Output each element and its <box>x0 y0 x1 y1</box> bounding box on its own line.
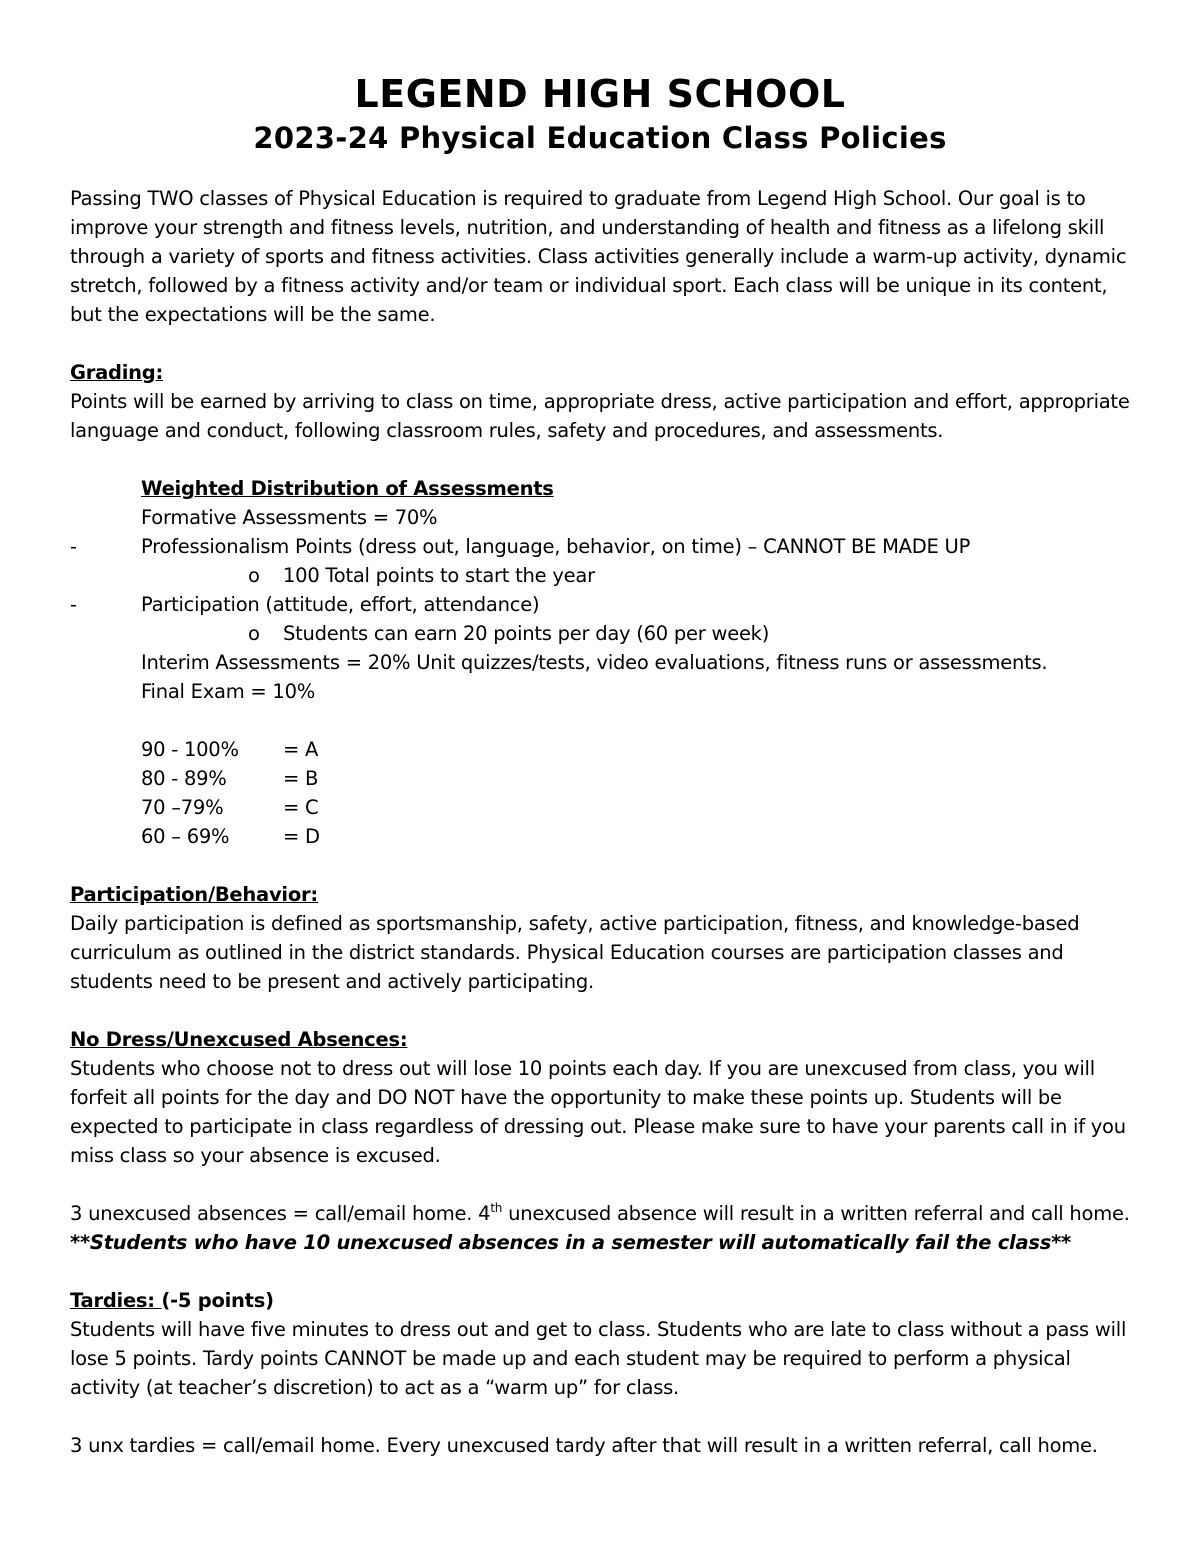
circle-bullet-icon: o <box>248 564 260 587</box>
grade-row <box>70 735 1130 764</box>
no-dress-section <box>70 1025 1130 1054</box>
grade-row <box>70 793 1130 822</box>
participation-sub-text: Students can earn 20 points per day (60 per week) <box>283 622 770 645</box>
grade-row <box>70 822 1130 851</box>
absence-policy-line <box>70 1199 1130 1228</box>
school-name: LEGEND HIGH SCHOOL <box>354 72 846 116</box>
document-title: 2023-24 Physical Education Class Policies <box>253 121 947 155</box>
grade-scale <box>70 735 1130 851</box>
grade-range: 90 - 100% <box>141 738 239 761</box>
participation-subitem <box>70 619 1130 648</box>
participation-item <box>70 590 1130 619</box>
tardy-policy-line: 3 unx tardies = call/email home. Every unexcused tardy after that will result in a written referral, call home. <box>70 1434 1098 1457</box>
professionalism-item <box>70 532 1130 561</box>
interim-line: Interim Assessments = 20% Unit quizzes/tests, video evaluations, fitness runs or assessments. <box>141 651 1048 674</box>
no-dress-text: Students who choose not to dress out will lose 10 points each day. If you are unexcused from class, you will forfeit all points for the day and DO NOT have the opportunity to make these points up. Students will be expected to participate in class regardless of dressing out. Please make sure to have your parents call in if you miss class so your absence is excused. <box>70 1057 1126 1167</box>
no-dress-heading: No Dress/Unexcused Absences: <box>70 1028 408 1051</box>
grading-section <box>70 358 1130 387</box>
participation-text: Daily participation is defined as sportsmanship, safety, active participation, fitness, and knowledge-based curriculum as outlined in the district standards. Physical Education courses are participation classes and students need to be present and actively participating. <box>70 912 1080 993</box>
participation-heading: Participation/Behavior: <box>70 883 318 906</box>
grading-text: Points will be earned by arriving to class on time, appropriate dress, active participation and effort, appropriate language and conduct, following classroom rules, safety and procedures, and assessments. <box>70 390 1130 442</box>
dash-marker: - <box>70 535 77 558</box>
intro-paragraph: Passing TWO classes of Physical Education is required to graduate from Legend High School. Our goal is to improve your strength and fitness levels, nutrition, and understanding of health and fitness as a lifelong skill through a variety of sports and fitness activities. Class activities generally include a warm-up activity, dynamic stretch, followed by a fitness activity and/or team or individual sport. Each class will be unique in its content, but the expectations will be the same. <box>70 187 1127 326</box>
participation-item-text: Participation (attitude, effort, attendance) <box>141 593 540 616</box>
weighted-heading-row <box>70 474 1130 503</box>
dash-marker: - <box>70 593 77 616</box>
participation-section <box>70 880 1130 909</box>
grade-letter: = D <box>283 825 320 848</box>
weighted-heading: Weighted Distribution of Assessments <box>141 477 554 500</box>
grade-letter: = A <box>283 738 319 761</box>
final-exam-line: Final Exam = 10% <box>141 680 316 703</box>
grade-range: 80 - 89% <box>141 767 227 790</box>
formative-line: Formative Assessments = 70% <box>141 506 438 529</box>
absence-warning: **Students who have 10 unexcused absences in a semester will automatically fail the class** <box>70 1231 1071 1254</box>
tardies-points: (-5 points) <box>161 1289 274 1312</box>
tardies-text: Students will have five minutes to dress out and get to class. Students who are late to class without a pass will lose 5 points. Tardy points CANNOT be made up and each student may be required to perform a physical activity (at teacher’s discretion) to act as a “warm up” for class. <box>70 1318 1127 1399</box>
grade-range: 70 –79% <box>141 796 224 819</box>
circle-bullet-icon: o <box>248 622 260 645</box>
grading-heading: Grading: <box>70 361 164 384</box>
absence-policy-start: 3 unexcused absences = call/email home. 4 <box>70 1202 491 1225</box>
professionalism-subitem <box>70 561 1130 590</box>
grade-letter: = C <box>283 796 319 819</box>
ordinal-suffix: th <box>490 1201 503 1215</box>
professionalism-text: Professionalism Points (dress out, language, behavior, on time) – CANNOT BE MADE UP <box>141 535 971 558</box>
absence-policy-end: unexcused absence will result in a written referral and call home. <box>502 1202 1130 1225</box>
professionalism-sub-text: 100 Total points to start the year <box>283 564 595 587</box>
tardies-section <box>70 1286 1130 1315</box>
document-page <box>70 70 1130 1460</box>
grade-row <box>70 764 1130 793</box>
grade-letter: = B <box>283 767 319 790</box>
tardies-heading: Tardies: <box>70 1289 162 1312</box>
grade-range: 60 – 69% <box>141 825 230 848</box>
